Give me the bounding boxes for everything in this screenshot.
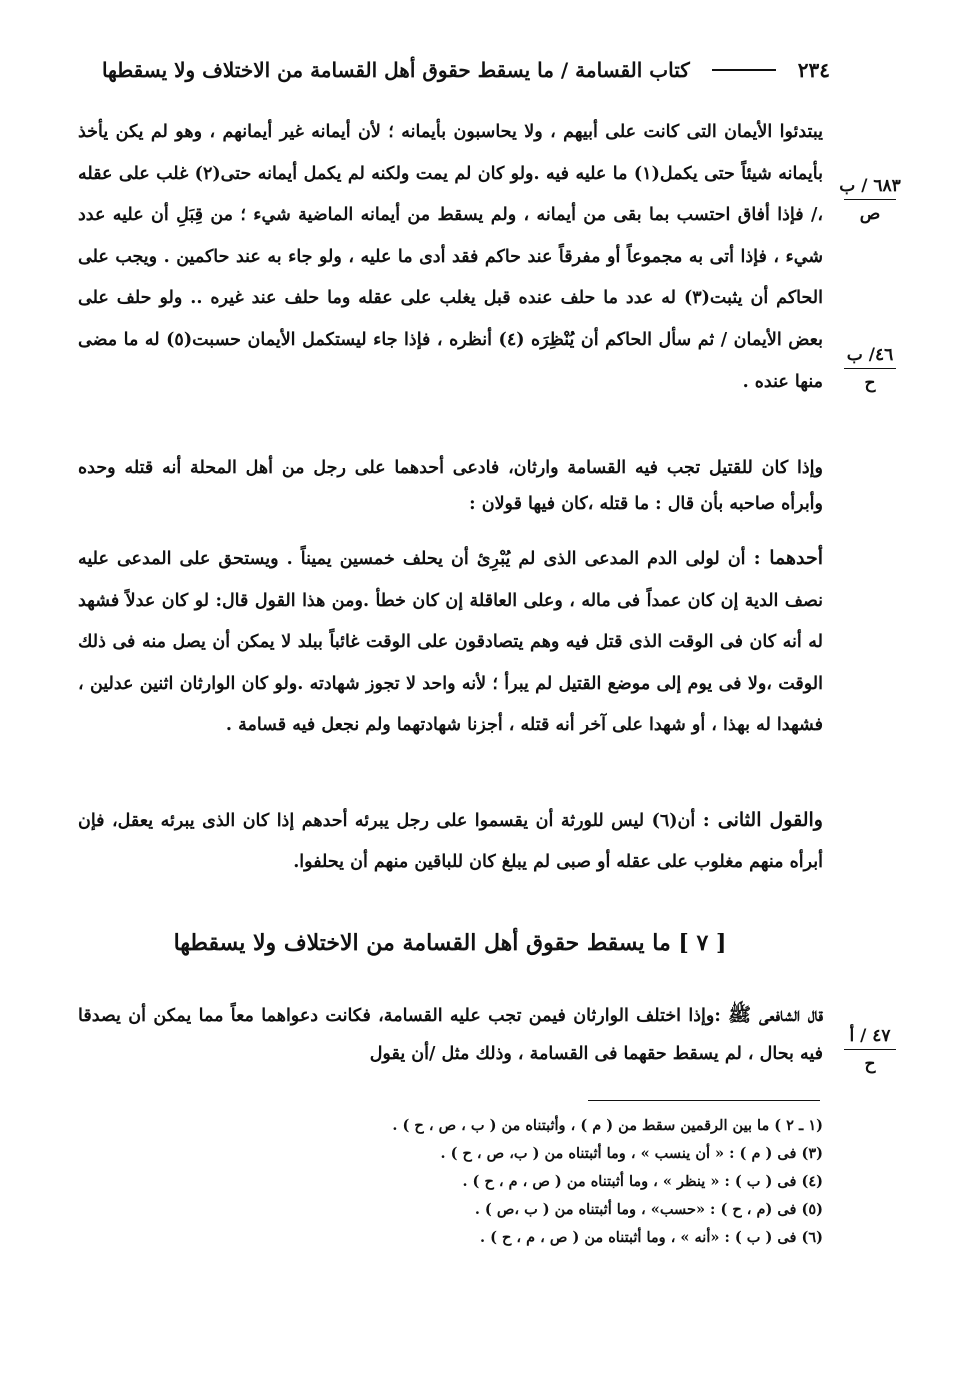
paragraph-6: [78, 996, 823, 1073]
paragraph-3-body: أن لولى الدم المدعى الذى لم يُبْرِئ أن يحلف خمسين يميناً . ويستحق على المدعى عليه نصف الدية إن كان عمداً فى ماله ، وعلى العاقلة إن كان خطأ .ومن هذا القول قال: لو كان عدلاً فشهد له أنه كان فى الوقت الذى قتل فيه وهم يتصادقون على الوقت غائباً ببلد لا يمكن أن يصل منه فى ذلك الوقت ،ولا فى يوم إلى موضع القتيل لم يبرأ ؛ لأنه واحد لا تجوز شهادته .ولو كان الوارثان اثنين عدلين ، فشهدا له بهذا ، أو شهدا على آخر أنه قتله ، أجزنا شهادتهما ولم نجعل فيه قسامة .: [78, 549, 823, 735]
margin-ref-folio: ٦٨٣ / ب: [839, 176, 901, 196]
footnotes: [300, 1112, 823, 1252]
paragraph-2: وإذا كان للقتيل تجب فيه القسامة وارثان، فادعى أحدهما على رجل من أهل المحلة أنه قتله وحده وأبرأه صاحبه بأن قال : ما قتله ،كان فيها قولان :: [78, 458, 823, 514]
margin-ref-manuscript: ص: [859, 204, 881, 224]
footnote-separator: [588, 1100, 820, 1101]
margin-reference-1: [835, 176, 905, 224]
paragraph-6-body: :وإذا اختلف الوارثان فيمن تجب عليه القسامة، فكانت دعواهما معاً مما يمكن أن يصدقا فيه بحال ، لم يسقط حقهما فى القسامة ، وذلك مثل /أن يقول: [78, 1006, 823, 1064]
margin-ref-folio: ٤٧ / أ: [849, 1026, 891, 1046]
paragraph-1: يبتدئوا الأيمان التى كانت على أبيهم ، ولا يحاسبون بأيمانه ؛ لأن أيمانه غير أيمانهم ، وهو لم يكن يأخذ بأيمانه شيئاً حتى يكمل(١) ما عليه فيه .ولو كان لم يمت ولكنه لم يكمل أيمانه حتى(٢) غلب على عقله ،/ فإذا أفاق احتسب بما بقى من أيمانه ، ولم يسقط من أيمانه الماضية شيء ؛ من قِبَلِ أن عليه عدد شيء ، فإذا أتى به مجموعاً أو مفرقاً عند حاكم فقد أدى ما عليه ، ولو جاء به عند حاكمين . ويجب على الحاكم أن يثبت(٣) له عدد ما حلف عنده قبل يغلب على عقله وما حلف عند غيره .. ولو حلف على بعض الأيمان / ثم سأل الحاكم أن يُنْظِرَه (٤) أنظره ، فإذا جاء ليستكمل الأيمان حسبت(٥) له ما مضى منها عنده .: [78, 122, 823, 392]
footnote-6: (٦) فى ( ب ) : «أنه » ، وما أثبتناه من ( ص ، م ، ح ) .: [479, 1229, 823, 1246]
page-number: ٢٣٤: [797, 58, 830, 82]
section-title: [ ٧ ] ما يسقط حقوق أهل القسامة من الاختلاف ولا يسقطها: [173, 930, 727, 956]
footnote-4: (٤) فى ( ب ) : « ينظر » ، وما أثبتناه من ( ص ، م ، ح ) .: [462, 1173, 823, 1190]
paragraph-6-lead: قال الشافعى ﷺ: [728, 1004, 823, 1026]
paragraph-4-body: أن(٦) ليس للورثة أن يقسموا على رجل يبرئه أحدهم إذا كان الذى يبرئه يعقل، فإن أبرأه منهم مغلوب على عقله أو صبى لم يبلغ كان للباقين منهم أن يحلفوا.: [78, 811, 823, 872]
margin-reference-2: [835, 345, 905, 393]
footnote-5: (٥) فى (م ، ح ) : «حسب» ، وما أثبتناه من ( ب ،ص ) .: [474, 1201, 823, 1218]
running-title: كتاب القسامة / ما يسقط حقوق أهل القسامة من الاختلاف ولا يسقطها: [101, 58, 690, 82]
margin-ref-folio: ٤٦/ ب: [846, 345, 894, 365]
paragraph-4-lead: والقول الثانى :: [702, 809, 823, 831]
footnote-1-2: (١ ـ ٢ ) ما بين الرقمين سقط من ( م ) ، وأثبتناه من ( ب ، ص ، ح ) .: [392, 1117, 823, 1134]
margin-ref-manuscript: ح: [864, 1054, 876, 1074]
paragraph-3: [78, 538, 823, 747]
paragraph-4: [78, 800, 823, 883]
footnote-3: (٣) فى ( م ) : « أن ينسب » ، وما أثبتناه من ( ب، ص ، ح ) .: [440, 1145, 823, 1162]
paragraph-3-lead: أحدهما :: [753, 547, 823, 569]
margin-reference-3: [835, 1026, 905, 1074]
page-header: [70, 50, 830, 90]
header-dash: [712, 69, 776, 71]
margin-ref-manuscript: ح: [864, 373, 876, 393]
